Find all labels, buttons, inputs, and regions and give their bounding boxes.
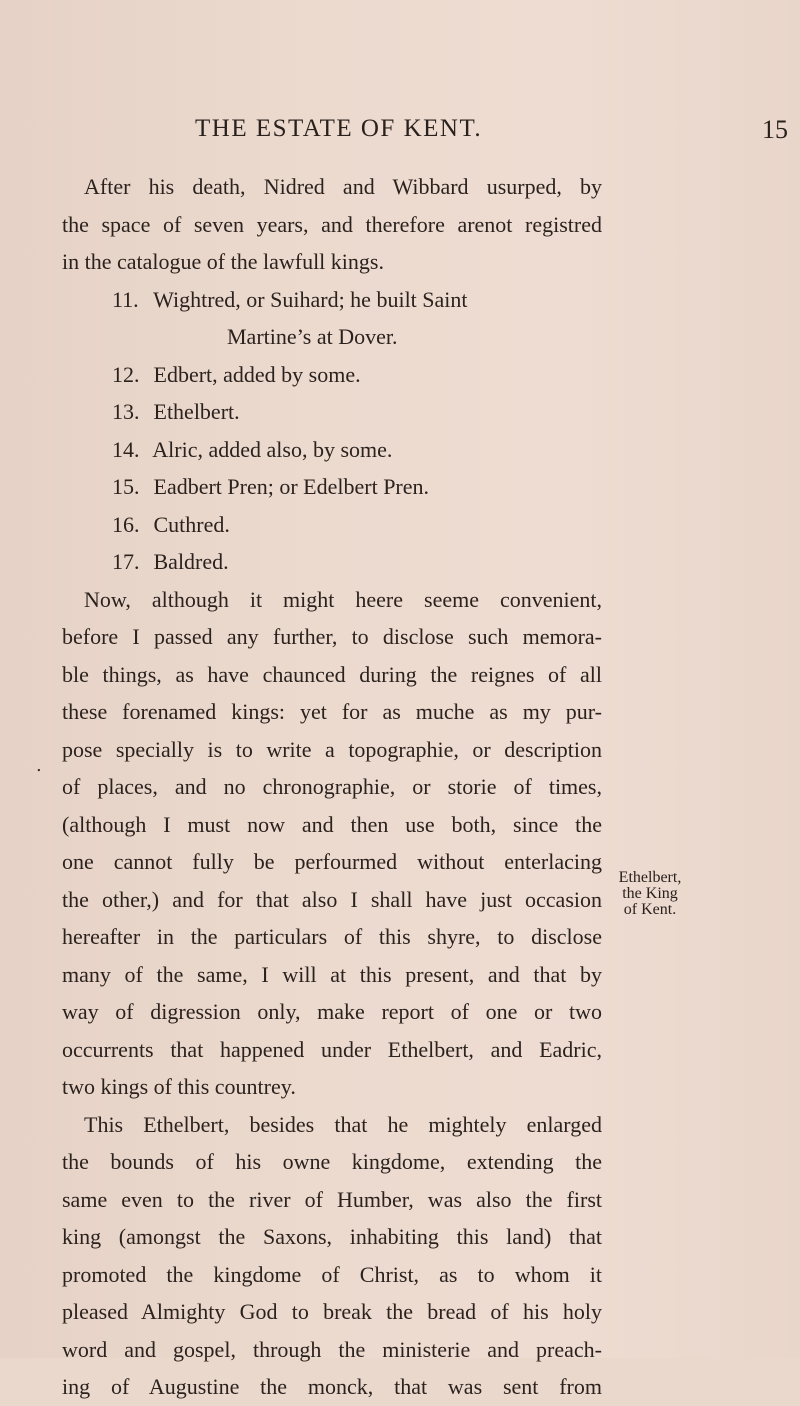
text-line: before I passed any further, to disclose such memora- [62, 624, 602, 649]
text-line: the space of seven years, and therefore arenot registred [62, 211, 602, 237]
king-number: 11. [112, 286, 139, 312]
text-line: king (amongst the Saxons, inhabiting this land) that [62, 1224, 602, 1249]
text-line: pleased Almighty God to break the bread of his holy [62, 1299, 602, 1324]
page-number: 15 [762, 115, 788, 144]
text-line: the other,) and for that also I shall have just occasion [62, 886, 602, 912]
text-line: way of digression only, make report of one or two [62, 999, 602, 1024]
text-line: in the catalogue of the lawfull kings. [62, 249, 384, 274]
text-line: two kings of this countrey. [62, 1074, 296, 1099]
text-line: This Ethelbert, besides that he mightely enlarged [84, 1111, 602, 1137]
text-line: ing of Augustine the monck, that was sent from [62, 1374, 602, 1399]
text-line: same even to the river of Humber, was also the first [62, 1186, 602, 1212]
margin-note-line: the King [622, 885, 678, 902]
king-number: 17. [112, 549, 140, 574]
text-line: (although I must now and then use both, since the [62, 811, 602, 837]
king-entry [62, 506, 602, 544]
text-line: one cannot fully be perfourmed without enterlacing [62, 849, 602, 874]
stray-mark: . [36, 755, 42, 776]
text-line: ble things, as have chaunced during the reignes of all [62, 661, 602, 687]
margin-note [604, 870, 696, 918]
king-number: 12. [112, 361, 140, 387]
king-entry [62, 431, 602, 469]
text-line: of places, and no chronographie, or storie of times, [62, 774, 602, 799]
text-line: occurrents that happened under Ethelbert, and Eadric, [62, 1036, 602, 1062]
king-text: Edbert, added by some. [153, 361, 361, 387]
text-line: many of the same, I will at this present, and that by [62, 961, 602, 987]
king-text: Eadbert Pren; or Edelbert Pren. [153, 474, 430, 499]
text-line: Now, although it might heere seeme convenient, [84, 586, 602, 612]
king-entry [62, 468, 602, 506]
margin-note-line: Ethelbert, [618, 869, 682, 886]
text-line: hereafter in the particulars of this shyre, to disclose [62, 924, 602, 949]
text-line: word and gospel, through the ministerie and preach- [62, 1336, 602, 1362]
margin-note-line: of Kent. [623, 901, 677, 918]
body-text [62, 168, 602, 1406]
king-number: 16. [112, 511, 140, 537]
text-line: these forenamed kings: yet for as muche as my pur- [62, 699, 602, 724]
king-entry-continuation: Martine’s at Dover. [227, 324, 398, 349]
text-line: promoted the kingdome of Christ, as to whom it [62, 1261, 602, 1287]
king-number: 15. [112, 474, 140, 499]
king-entry [62, 543, 602, 581]
text-line: pose specially is to write a topographie, or description [62, 736, 602, 762]
king-entry [62, 281, 602, 319]
king-text: Ethelbert. [153, 399, 240, 424]
text-line: the bounds of his owne kingdome, extending the [62, 1149, 602, 1174]
king-text: Cuthred. [153, 511, 230, 537]
king-entry [62, 393, 602, 431]
king-entry [62, 356, 602, 394]
running-head: THE ESTATE OF KENT. [195, 115, 483, 142]
king-text: Baldred. [153, 549, 229, 574]
text-line: After his death, Nidred and Wibbard usurped, by [84, 174, 602, 199]
king-text: Alric, added also, by some. [152, 436, 393, 462]
king-text: Wightred, or Suihard; he built Saint [153, 286, 468, 312]
king-number: 13. [112, 399, 140, 424]
king-number: 14. [112, 436, 140, 462]
